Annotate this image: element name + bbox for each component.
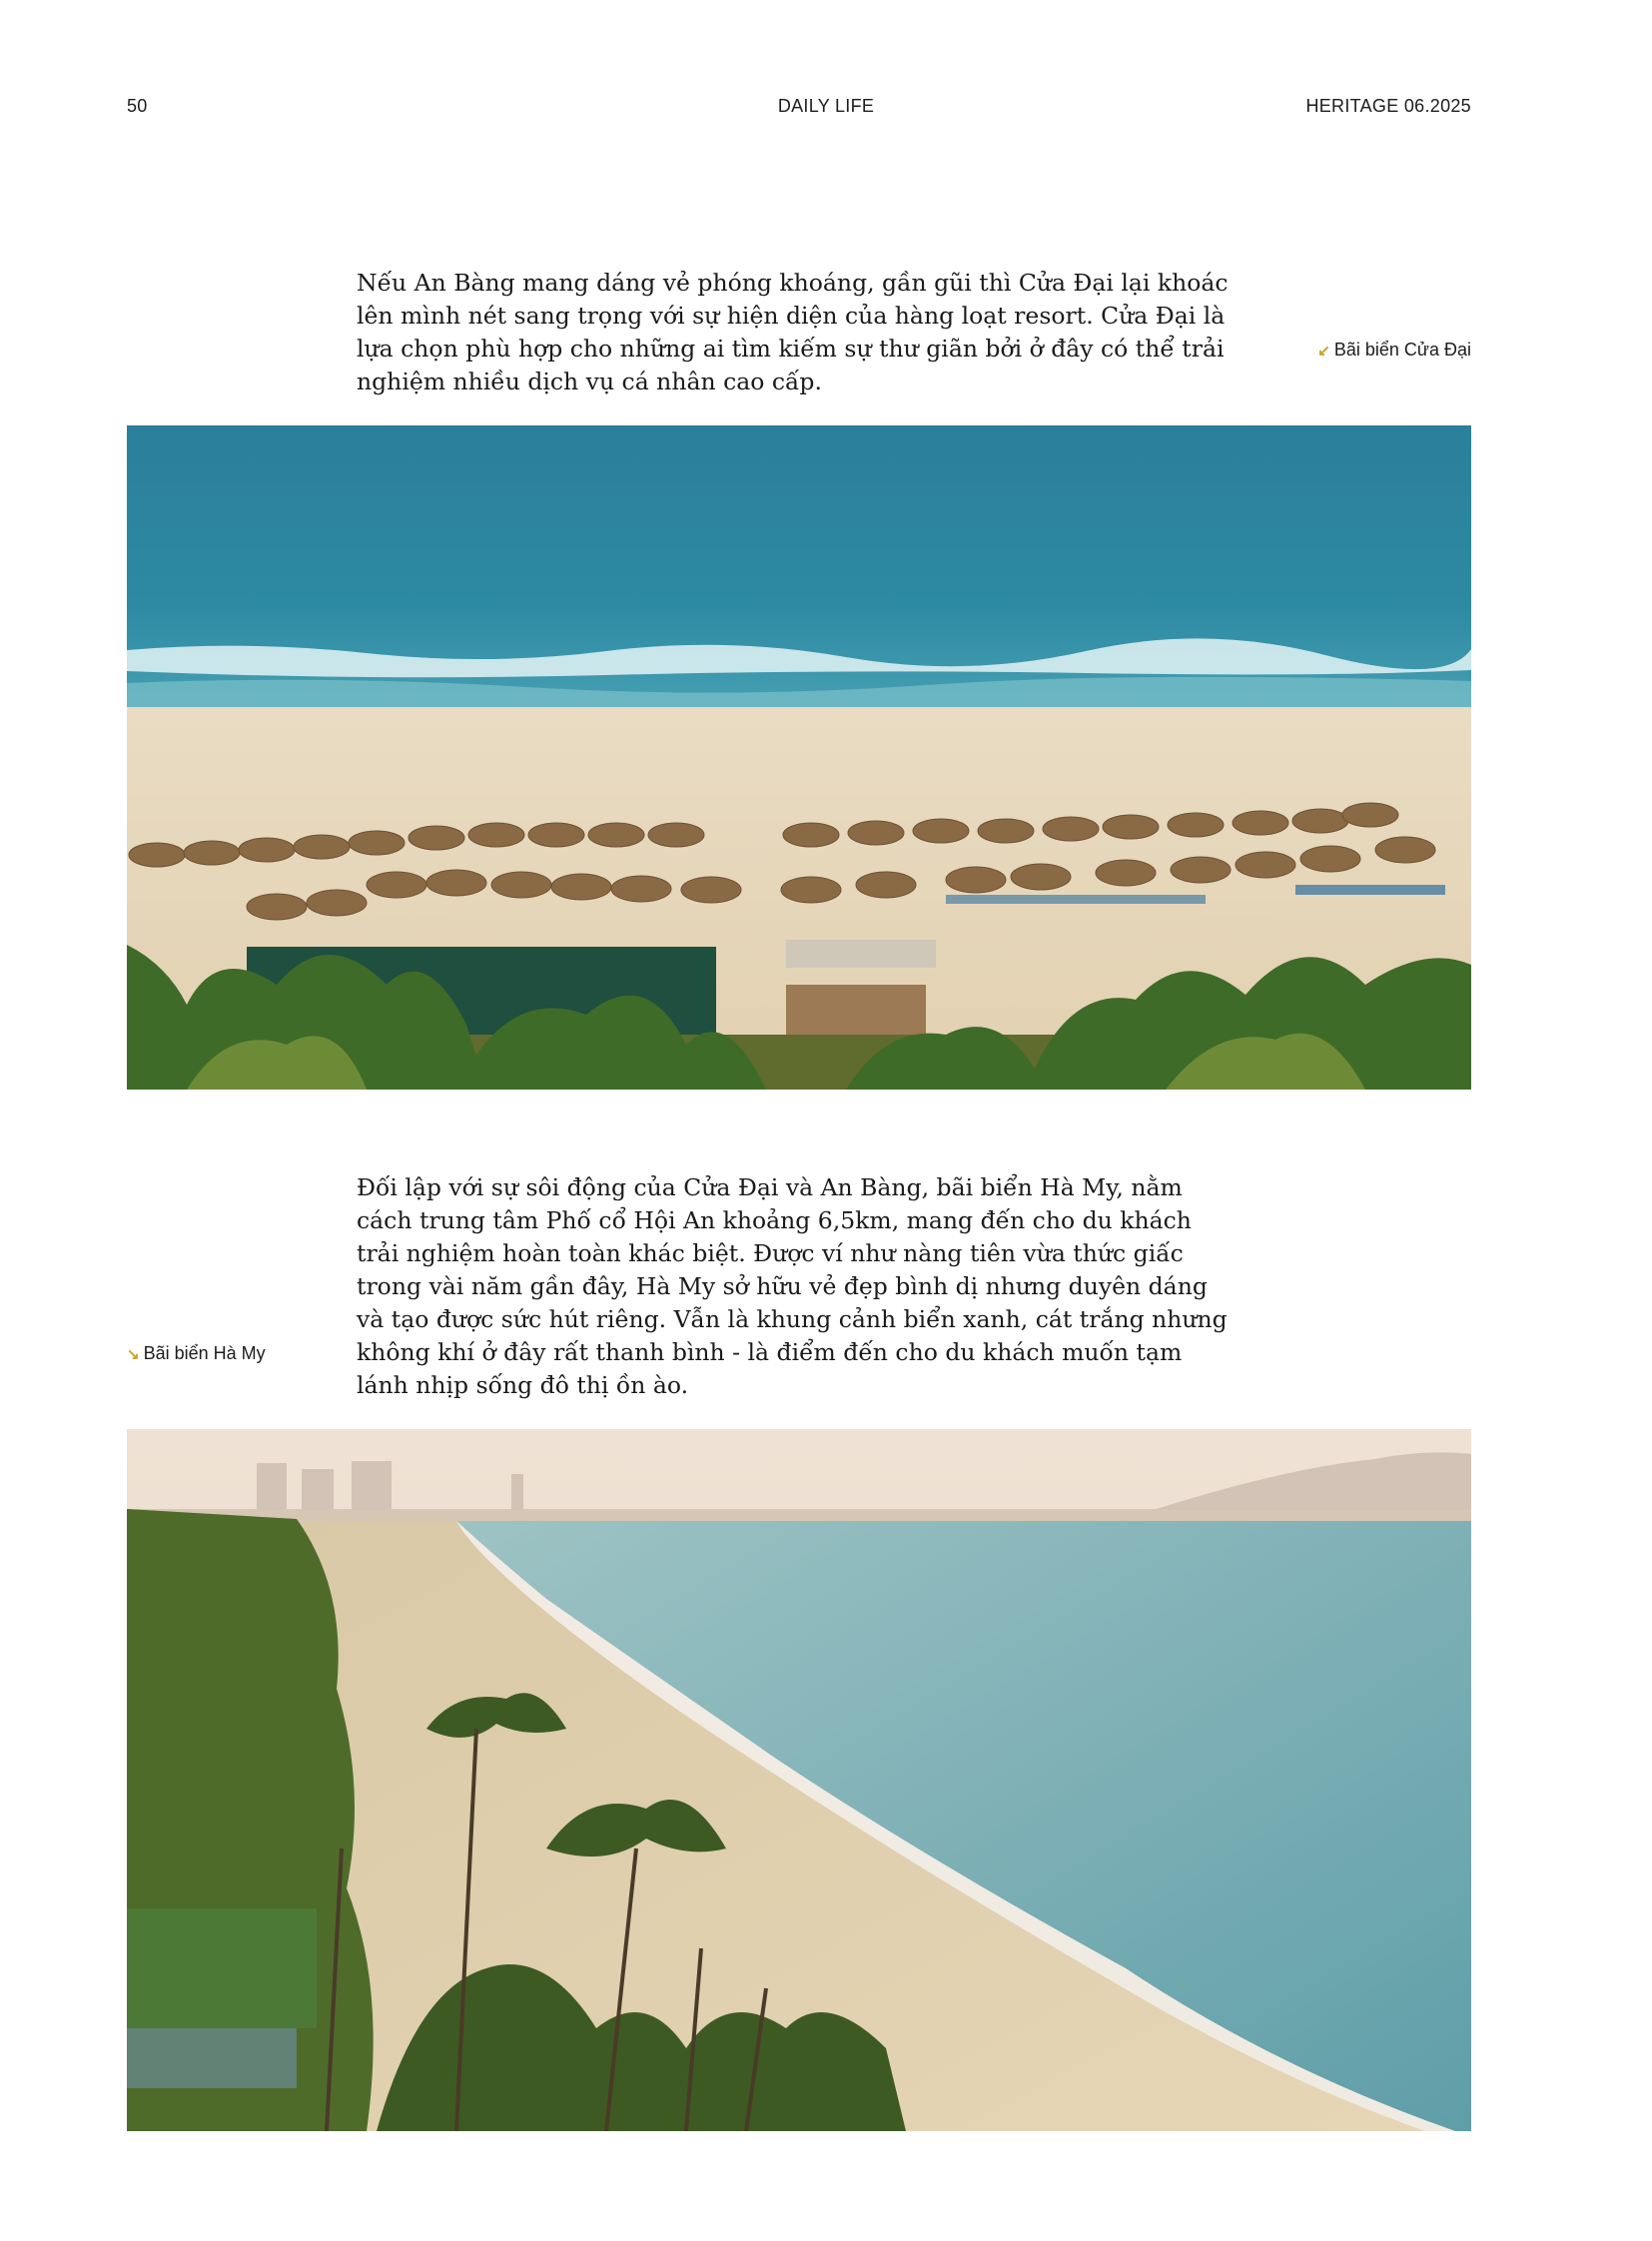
arrow-down-right-icon: ↘ xyxy=(127,1345,140,1363)
page-number: 50 xyxy=(127,96,148,116)
article-paragraph-cua-dai: Nếu An Bàng mang dáng vẻ phóng khoáng, gần gũi thì Cửa Đại lại khoác lên mình nét sang trọng với sự hiện diện của hàng loạt resort. Cửa Đại là lựa chọn phù hợp cho những ai tìm kiếm sự thư giãn bởi ở đây có thể trải nghiệm nhiều dịch vụ cá nhân cao cấp. xyxy=(357,269,1229,395)
caption-text: Bãi biển Hà My xyxy=(143,1343,266,1363)
caption-text: Bãi biển Cửa Đại xyxy=(1333,340,1471,360)
photo-ha-my-beach xyxy=(127,1429,1471,2131)
photo-caption-cua-dai xyxy=(1317,340,1471,361)
arrow-down-left-icon: ↙ xyxy=(1317,342,1330,360)
issue-label: HERITAGE 06.2025 xyxy=(1305,96,1471,116)
photo-cua-dai-beach xyxy=(127,425,1471,1090)
photo-caption-ha-my xyxy=(127,1343,266,1364)
article-paragraph-ha-my: Đối lập với sự sôi động của Cửa Đại và An Bàng, bãi biển Hà My, nằm cách trung tâm Phố cổ Hội An khoảng 6,5km, mang đến cho du khách trải nghiệm hoàn toàn khác biệt. Được ví như nàng tiên vừa thức giấc trong vài năm gần đây, Hà My sở hữu vẻ đẹp bình dị nhưng duyên dáng và tạo được sức hút riêng. Vẫn là khung cảnh biển xanh, cát trắng nhưng không khí ở đây rất thanh bình - là điểm đến cho du khách muốn tạm lánh nhịp sống đô thị ồn ào. xyxy=(357,1173,1228,1399)
section-label: DAILY LIFE xyxy=(777,96,875,116)
